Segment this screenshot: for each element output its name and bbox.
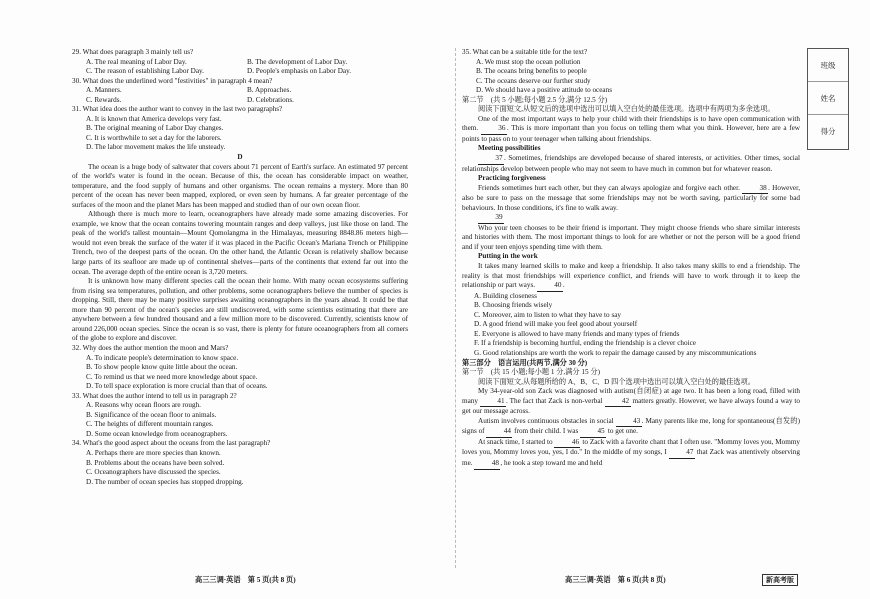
q31-stem: 31. What idea does the author want to convey in the last two paragraphs?	[72, 105, 283, 114]
q34-option-a: A. Perhaps there are more species than known.	[86, 448, 221, 457]
left-page-footer: 高三三调·英语 第 5 页(共 8 页)	[195, 576, 296, 584]
cloze2-text-d: to get one.	[607, 427, 638, 436]
seven-choose-five-paragraph-3	[462, 184, 800, 214]
para5-text-b: .	[562, 281, 565, 290]
q33-option-d: D. Some ocean knowledge from oceanographers.	[86, 429, 228, 438]
choice-d: D. A good friend will make you feel good about yourself	[474, 320, 638, 329]
para5-text-a: It takes many learned skills to make and keep a friendship. It also takes many skills to end a friendship. The reality is that most friendships will experience conflict, and friends will have to work through it to keep the relationship or part ways.	[462, 262, 800, 290]
q30-option-d: D. Celebrations.	[247, 95, 294, 104]
q32-stem: 32. Why does the author mention the moon and Mars?	[72, 343, 229, 352]
q34-option-c: C. Oceanographers have discussed the species.	[86, 468, 221, 477]
q31-option-c: C. It is worthwhile to set a day for the laborers.	[86, 133, 222, 142]
choice-c: C. Moreover, aim to listen to what they have to say	[474, 310, 622, 319]
cloze2-text-c: from their child. I was	[514, 427, 579, 436]
blank-42[interactable]: 42	[605, 397, 631, 408]
seven-choose-five-paragraph-2	[462, 154, 800, 174]
blank-44[interactable]: 44	[486, 427, 512, 438]
score-field[interactable]: 得分	[820, 127, 836, 136]
q35-option-d: D. We should have a positive attitude to oceans	[476, 86, 613, 95]
left-column	[72, 48, 408, 487]
cloze3-text-d: , he took a step toward me and held	[500, 458, 603, 467]
q33-option-a: A. Reasons why ocean floors are rough.	[86, 401, 201, 410]
passage-d-paragraph-1: The ocean is a huge body of saltwater that covers about 71 percent of Earth's surface. An estimated 97 percent of the world's water is found in the ocean. Because of this, the ocean has considerable impact on weather, temperature, and the food supply of humans and other organisms. The ocean remains a mystery. More than 80 percent of the ocean has never been mapped, explored, or even seen by humans. A far greater percentage of the surfaces of the moon and the planet Mars has been mapped and studied than of our own ocean floor.	[72, 162, 408, 209]
cloze-paragraph-1	[462, 387, 800, 417]
q32-option-a: A. To indicate people's determination to know space.	[86, 353, 239, 362]
section-2-heading: 第二节 (共 5 小题;每小题 2.5 分,满分 12.5 分)	[462, 95, 608, 104]
q33-option-c: C. The heights of different mountain ranges.	[86, 420, 214, 429]
blank-36[interactable]: 36	[481, 124, 507, 135]
class-field[interactable]: 班级	[808, 49, 848, 82]
q35-option-a: A. We must stop the ocean pollution	[476, 57, 581, 66]
edition-badge: 新高考版	[762, 574, 798, 586]
q31-option-d: D. The labor movement makes the life unsteady.	[86, 143, 226, 152]
q29-option-a: A. The real meaning of Labor Day.	[86, 57, 187, 66]
q34-option-b: B. Problems about the oceans have been solved.	[86, 458, 225, 467]
blank-38[interactable]: 38	[742, 184, 768, 195]
q34-option-d: D. The number of ocean species has stopped dropping.	[86, 477, 244, 486]
seven-choose-five-heading-blank	[462, 213, 800, 224]
seven-choose-five-paragraph-5	[462, 262, 800, 292]
blank-45[interactable]: 45	[580, 427, 606, 438]
section-2-instructions: 阅读下面短文,从短文后的选项中选出可以填入空白处的最佳选项。选项中有两项为多余选项。	[478, 105, 775, 114]
choice-g: G. Good relationships are worth the work to repair the damage caused by any miscommunications	[474, 348, 757, 357]
choice-a: A. Building closeness	[474, 291, 537, 300]
q30-option-c: C. Rewards.	[86, 95, 122, 104]
cloze3-text-a: At snack time, I started to	[478, 437, 553, 446]
choice-f: F. If a friendship is becoming hurtful, ending the friendship is a clever choice	[474, 339, 696, 348]
q31-option-b: B. The original meaning of Labor Day changes.	[86, 124, 224, 133]
heading-putting-in-the-work: Putting in the work	[478, 252, 538, 261]
heading-meeting-possibilities: Meeting possibilities	[478, 144, 541, 153]
q29-option-d: D. People's emphasis on Labor Day.	[247, 67, 352, 76]
blank-43[interactable]: 43	[616, 417, 642, 428]
q31-option-a: A. It is known that America develops very fast.	[86, 114, 222, 123]
q29-option-b: B. The development of Labor Day.	[247, 57, 348, 66]
name-field[interactable]: 姓名	[808, 82, 848, 115]
q30-options	[72, 86, 408, 105]
para2-text: . Sometimes, friendships are developed because of shared interests, or activities. Other times, social relationships develop between people who may not seem to have much in common but for whatever reason.	[462, 154, 800, 173]
section-d-heading: D	[237, 153, 243, 162]
choice-e: E. Everyone is allowed to have many friends and many types of friends	[474, 329, 680, 338]
blank-46[interactable]: 46	[554, 438, 580, 449]
q32-option-c: C. To remind us that we need more knowledge about space.	[86, 372, 258, 381]
q32-option-d: D. To tell space exploration is more crucial than that of oceans.	[86, 382, 268, 391]
cloze2-text-b: . Many parents like me, long for spontaneous(自发的) signs of	[462, 416, 801, 436]
cloze-paragraph-3	[462, 438, 800, 470]
q35-option-c: C. The oceans deserve our further study	[476, 76, 591, 85]
blank-48[interactable]: 48	[474, 459, 500, 470]
q29-options	[72, 58, 408, 77]
seven-choose-five-paragraph-1	[462, 115, 800, 145]
q34-stem: 34. What's the good aspect about the oceans from the last paragraph?	[72, 439, 271, 448]
blank-40[interactable]: 40	[537, 281, 563, 292]
q30-option-b: B. Approaches.	[247, 86, 292, 95]
right-column	[462, 48, 800, 470]
seven-choose-five-paragraph-4: Who your teen chooses to be their friend is important. They might choose friends who share similar interests and histories with them. The most important things to look for are whether or not the person will be a good friend and if your teen enjoys spending time with them.	[462, 223, 800, 251]
cloze-paragraph-2	[462, 417, 800, 438]
q29-option-c: C. The reason of establishing Labor Day.	[86, 67, 204, 76]
q32-option-b: B. To show people know quite little about the ocean.	[86, 363, 238, 372]
para1-text-a: One of the most important ways to help your child with their friendships is to have open communication with them.	[462, 114, 800, 133]
q35-stem: 35. What can be a suitable title for the text?	[462, 48, 588, 56]
passage-d-paragraph-3: It is unknown how many different species call the ocean their home. With many ocean ecosystems suffering from rising sea temperatures, pollution, and other problems, some oceanographers believe the number of species is dropping. Still, there may be many positive surprises awaiting oceanographers in the years ahead. It could be that more than 90 percent of the ocean's species are still undiscovered, with some scientists estimating that there are anywhere between a few hundred thousand and a few million more to be discovered. Currently, scientists know of around 226,000 ocean species. Since the ocean is so vast, there is plenty for future oceanographers from all corners of the globe to explore and discover.	[72, 277, 408, 343]
section-1-heading: 第一节 (共 15 小题;每小题 1 分,满分 15 分)	[462, 368, 600, 377]
blank-39[interactable]: 39	[478, 213, 504, 224]
q33-option-b: B. Significance of the ocean floor to animals.	[86, 410, 217, 419]
cloze2-text-a: Autism involves continuous obstacles in social	[478, 416, 614, 425]
heading-practicing-forgiveness: Practicing forgiveness	[478, 174, 546, 183]
cloze1-text-b: . The fact that Zack is non-verbal	[505, 396, 603, 405]
part-3-heading: 第三部分 语言运用(共两节,满分 30 分)	[462, 358, 588, 367]
blank-37[interactable]: 37	[478, 154, 504, 165]
cloze3-text-c: that Zack was attentively observing me.	[462, 448, 800, 467]
cloze1-text-a: My 34-year-old son Zack was diagnosed with autism(自闭症) at age two. It has been a long road, filled with many	[462, 387, 800, 405]
para1-text-b: . This is more important than you focus on telling them what you think. However, here are a few points to pass on to your teenager when talking about friendships.	[462, 124, 800, 143]
blank-41[interactable]: 41	[480, 397, 506, 408]
q30-option-a: A. Manners.	[86, 86, 122, 95]
cloze3-text-b: to Zack with a favorite chant that I often use. "Mommy loves you, Mommy loves you, Mommy loves you, yes, I do." In the middle of my songs, I	[462, 437, 801, 457]
score-box	[807, 48, 849, 150]
q30-stem: 30. What does the underlined word "festivities" in paragraph 4 mean?	[72, 76, 273, 85]
passage-d-paragraph-2: Although there is much more to learn, oceanographers have already made some amazing discoveries. For example, we know that the ocean contains towering mountain ranges and deep valleys, just like those on land. The peak of the world's tallest mountain—Mount Qomolangma in the Himalayas, measuring 8848.86 meters high—would not even break the surface of the water if it was placed in the Pacific Ocean's Mariana Trench or Philippine Trench, two of the deepest parts of the ocean. On the other hand, the Atlantic Ocean is relatively shallow because large parts of its seafloor are made up of continental shelves—parts of the continents that extend far out into the ocean. The average depth of the entire ocean is 3,720 meters.	[72, 210, 408, 276]
section-1-instructions: 阅读下面短文,从每题所给的 A、B、C、D 四个选项中选出可以填入空白处的最佳选项。	[478, 377, 755, 386]
cloze1-text-c: matters greatly. However, we have always found a way to get our message across.	[462, 396, 801, 416]
right-page-footer: 高三三调·英语 第 6 页(共 8 页)	[565, 576, 666, 584]
q33-stem: 33. What does the author intend to tell us in paragraph 2?	[72, 391, 237, 400]
blank-47[interactable]: 47	[669, 448, 695, 459]
para3-text-a: Friends sometimes hurt each other, but they can always apologize and forgive each other.	[478, 183, 740, 192]
q35-option-b: B. The oceans bring benefits to people	[476, 67, 587, 76]
para3-text-b: . However, also be sure to pass on the message that some friendships may not be worth saving, particularly for some bad behaviours. In those conditions, it's fine to walk away.	[462, 183, 801, 212]
q29-stem: 29. What does paragraph 3 mainly tell us?	[72, 48, 194, 56]
column-divider	[455, 48, 456, 568]
choice-b: B. Choosing friends wisely	[474, 301, 553, 310]
